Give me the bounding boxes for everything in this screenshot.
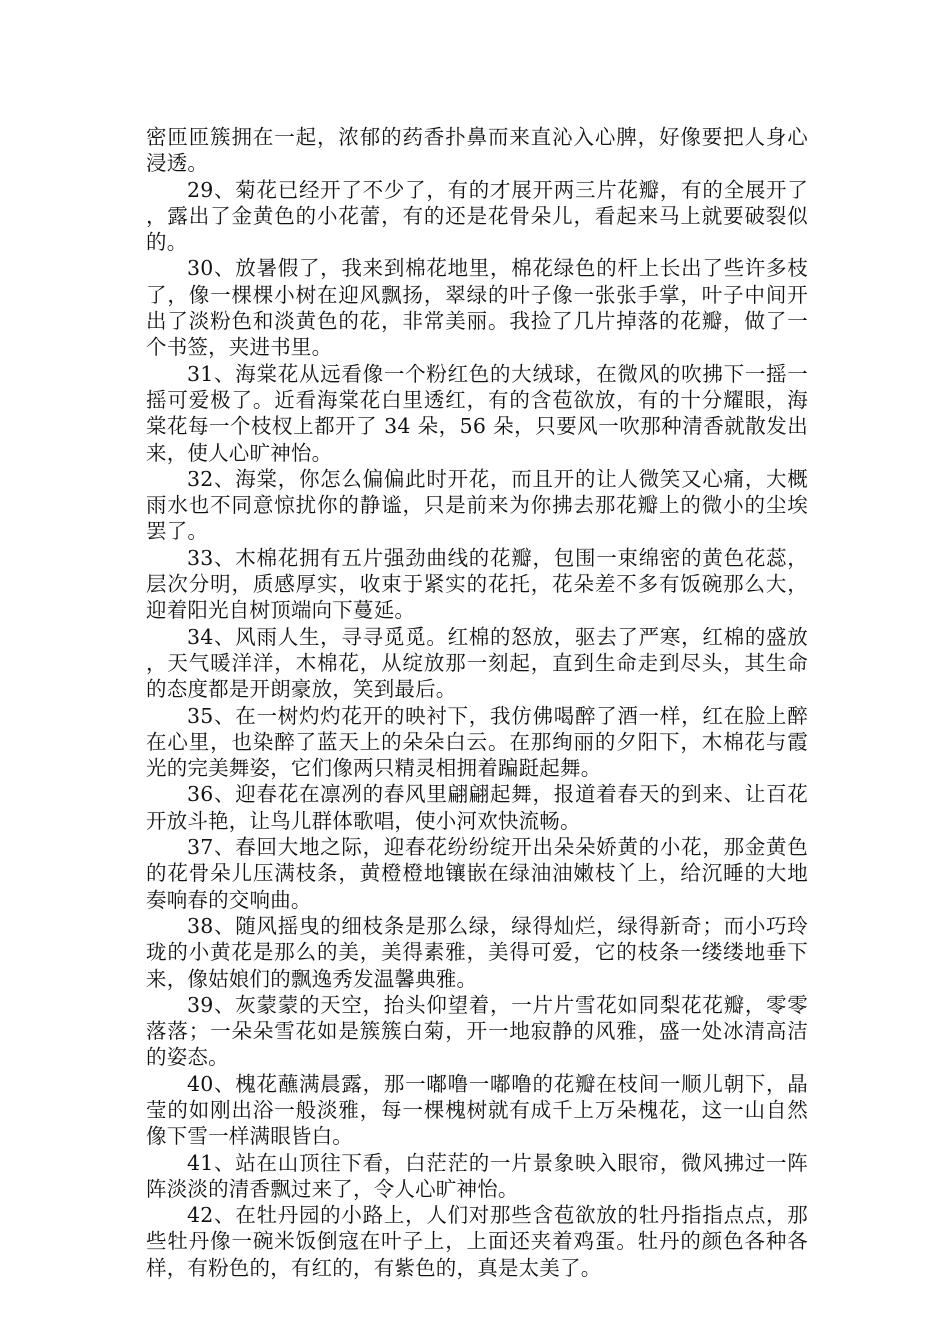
paragraph-29: 29、菊花已经开了不少了，有的才展开两三片花瓣，有的全展开了，露出了金黄色的小花蕾，有的还是花骨朵儿，看起来马上就要破裂似的。 xyxy=(146,177,808,255)
paragraph-39: 39、灰蒙蒙的天空，抬头仰望着，一片片雪花如同梨花花瓣，零零落落；一朵朵雪花如是簇簇白菊，开一地寂静的风雅，盛一处冰清高洁的姿态。 xyxy=(146,992,808,1070)
paragraph-38: 38、随风摇曳的细枝条是那么绿，绿得灿烂，绿得新奇；而小巧玲珑的小黄花是那么的美，美得素雅，美得可爱，它的枝条一缕缕地垂下来，像姑娘们的飘逸秀发温馨典雅。 xyxy=(146,913,808,991)
paragraph-continued: 密匝匝簇拥在一起，浓郁的药香扑鼻而来直沁入心脾，好像要把人身心浸透。 xyxy=(146,125,808,176)
paragraph-31: 31、海棠花从远看像一个粉红色的大绒球，在微风的吹拂下一摇一摇可爱极了。近看海棠花白里透红，有的含苞欲放，有的十分耀眼，海棠花每一个枝杈上都开了 34 朵，56 朵，只要风一吹那种清香就散发出来，使人心旷神怡。 xyxy=(146,361,808,465)
paragraph-33: 33、木棉花拥有五片强劲曲线的花瓣，包围一束绵密的黄色花蕊，层次分明，质感厚实，收束于紧实的花托，花朵差不多有饭碗那么大，迎着阳光自树顶端向下蔓延。 xyxy=(146,545,808,623)
paragraph-42: 42、在牡丹园的小路上，人们对那些含苞欲放的牡丹指指点点，那些牡丹像一碗米饭倒寇在叶子上，上面还夹着鸡蛋。牡丹的颜色各种各样，有粉色的，有红的，有紫色的，真是太美了。 xyxy=(146,1203,808,1280)
paragraph-40: 40、槐花蘸满晨露，那一嘟噜一嘟噜的花瓣在枝间一顺儿朝下，晶莹的如刚出浴一般淡雅，每一棵槐树就有成千上万朵槐花，这一山自然像下雪一样满眼皆白。 xyxy=(146,1071,808,1149)
paragraph-37: 37、春回大地之际，迎春花纷纷绽开出朵朵娇黄的小花，那金黄色的花骨朵儿压满枝条，黄橙橙地镶嵌在绿油油嫩枝丫上，给沉睡的大地奏响春的交响曲。 xyxy=(146,835,808,912)
paragraph-30: 30、放暑假了，我来到棉花地里，棉花绿色的杆上长出了些许多枝了，像一棵棵小树在迎风飘扬，翠绿的叶子像一张张手掌，叶子中间开出了淡粉色和淡黄色的花，非常美丽。我捡了几片掉落的花瓣，做了一个书签，夹进书里。 xyxy=(146,256,808,360)
paragraph-34: 34、风雨人生，寻寻觅觅。红棉的怒放，驱去了严寒，红棉的盛放，天气暖洋洋，木棉花，从绽放那一刻起，直到生命走到尽头，其生命的态度都是开朗豪放，笑到最后。 xyxy=(146,624,808,702)
document-body xyxy=(146,124,808,1281)
paragraph-32: 32、海棠，你怎么偏偏此时开花，而且开的让人微笑又心痛，大概雨水也不同意惊扰你的静谧，只是前来为你拂去那花瓣上的微小的尘埃罢了。 xyxy=(146,466,808,544)
paragraph-35: 35、在一树灼灼花开的映衬下，我仿佛喝醉了酒一样，红在脸上醉在心里，也染醉了蓝天上的朵朵白云。在那绚丽的夕阳下，木棉花与霞光的完美舞姿，它们像两只精灵相拥着蹁跹起舞。 xyxy=(146,703,808,781)
paragraph-41: 41、站在山顶往下看，白茫茫的一片景象映入眼帘，微风拂过一阵阵淡淡的清香飘过来了，令人心旷神怡。 xyxy=(146,1150,808,1201)
paragraph-36: 36、迎春花在凛冽的春风里翩翩起舞，报道着春天的到来、让百花开放斗艳，让鸟儿群体歌唱，使小河欢快流畅。 xyxy=(146,782,808,833)
